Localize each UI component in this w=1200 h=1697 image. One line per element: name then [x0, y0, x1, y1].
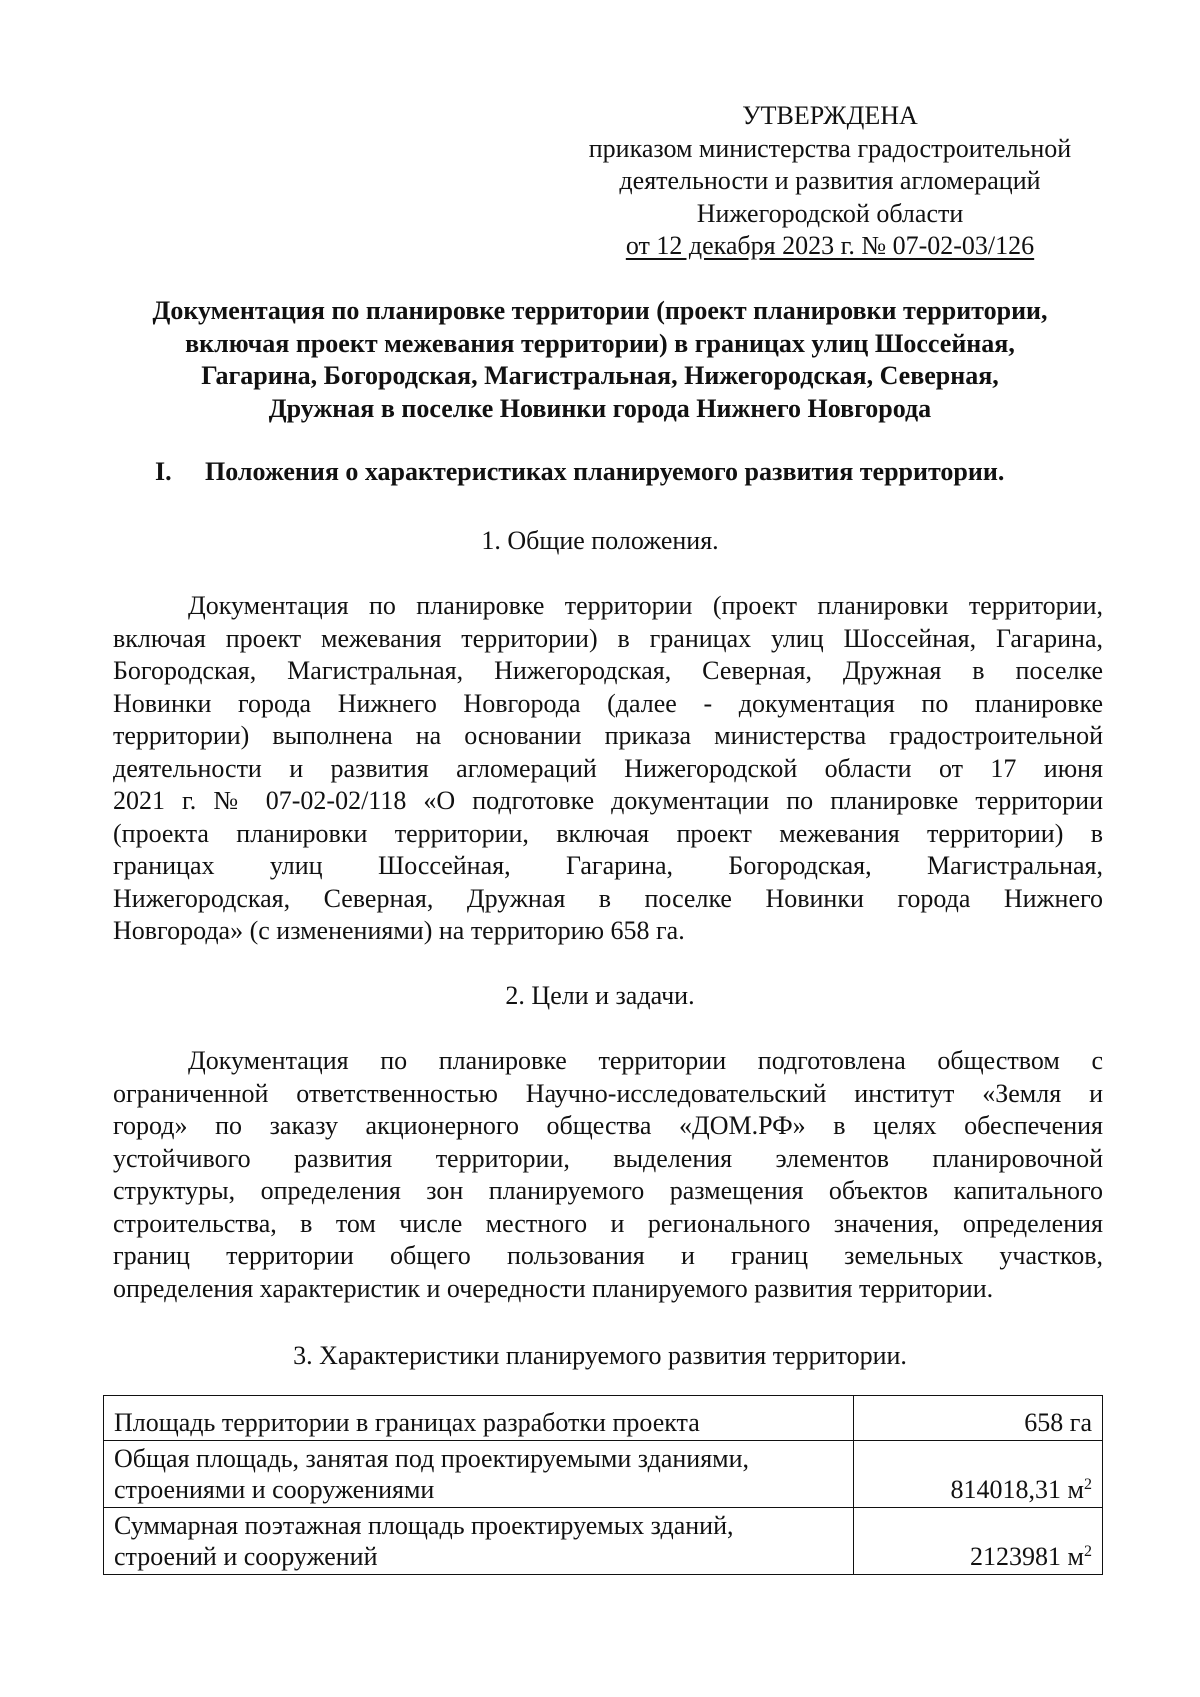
table-cell-value: 658 га — [853, 1396, 1102, 1441]
paragraph-line: Документация по планировке территории (проект планировки территории, — [188, 591, 1103, 620]
section-title: Положения о характеристиках планируемого развития территории. — [205, 457, 1005, 486]
paragraph-line: устойчивого развития территории, выделения элементов планировочной — [113, 1143, 1103, 1173]
table-cell-name: Площадь территории в границах разработки проекта — [104, 1396, 854, 1441]
title-line-4: Дружная в поселке Новинки города Нижнего Новгорода — [268, 393, 932, 423]
subsection-goals: 2. Цели и задачи. — [505, 981, 695, 1010]
paragraph-line: структуры, определения зон планируемого размещения объектов капитального — [113, 1176, 1103, 1205]
title-line-1: Документация по планировке территории (проект планировки территории, — [152, 296, 1048, 325]
approval-order-date-number: от 12 декабря 2023 г. № 07-02-03/126 — [625, 231, 1035, 260]
characteristics-table — [103, 1395, 1103, 1575]
table-row — [104, 1396, 1103, 1441]
approval-line-1: приказом министерства градостроительной — [588, 133, 1072, 163]
paragraph-line: границах улиц Шоссейная, Гагарина, Богородская, Магистральная, — [113, 851, 1103, 880]
table-row — [104, 1508, 1103, 1575]
paragraph-line: определения характеристик и очередности планируемого развития территории. — [113, 1273, 994, 1303]
table-cell-name: Суммарная поэтажная площадь проектируемых зданий, строений и сооружений — [104, 1508, 854, 1575]
paragraph-line: 2021 г. № 07-02-02/118 «О подготовке документации по планировке территории — [113, 786, 1103, 815]
approval-status: УТВЕРЖДЕНА — [742, 101, 918, 130]
paragraph-general — [113, 590, 1103, 948]
paragraph-line: город» по заказу акционерного общества «ДОМ.РФ» в целях обеспечения — [113, 1111, 1103, 1140]
paragraph-line: включая проект межевания территории) в границах улиц Шоссейная, Гагарина, — [113, 623, 1103, 653]
document-title — [100, 295, 1100, 425]
paragraph-line: Новгорода» (с изменениями) на территорию 658 га. — [113, 916, 685, 945]
approval-line-2: деятельности и развития агломераций — [619, 166, 1041, 195]
section-number: I. — [155, 457, 172, 486]
unit-superscript: 2 — [1084, 1476, 1092, 1493]
paragraph-line: строительства, в том числе местного и регионального значения, определения — [113, 1208, 1103, 1238]
paragraph-goals — [113, 1045, 1103, 1305]
subsection-general: 1. Общие положения. — [481, 526, 719, 555]
table-cell-value: 2123981 $м^2$ — [853, 1508, 1102, 1575]
title-line-3: Гагарина, Богородская, Магистральная, Нижегородская, Северная, — [201, 361, 999, 390]
title-line-2: включая проект межевания территории) в границах улиц Шоссейная, — [185, 328, 1015, 358]
paragraph-line: Новинки города Нижнего Новгорода (далее - документация по планировке — [113, 688, 1103, 718]
approval-stamp — [560, 100, 1100, 263]
paragraph-line: территории) выполнена на основании приказа министерства градостроительной — [113, 721, 1103, 750]
approval-line-3: Нижегородской области — [696, 198, 964, 228]
paragraph-line: деятельности и развития агломераций Нижегородской области от 17 июня — [113, 753, 1103, 783]
paragraph-line: Документация по планировке территории подготовлена обществом с — [188, 1046, 1103, 1075]
paragraph-line: (проекта планировки территории, включая проект межевания территории) в — [113, 818, 1103, 848]
table-row — [104, 1441, 1103, 1508]
table-cell-name: Общая площадь, занятая под проектируемыми зданиями, строениями и сооружениями — [104, 1441, 854, 1508]
unit-superscript: 2 — [1084, 1543, 1092, 1560]
paragraph-line: Богородская, Магистральная, Нижегородская, Северная, Дружная в поселке — [113, 656, 1103, 685]
paragraph-line: ограниченной ответственностью Научно-исследовательский институт «Земля и — [113, 1078, 1103, 1108]
paragraph-line: границ территории общего пользования и границ земельных участков, — [113, 1241, 1103, 1270]
subsection-characteristics: 3. Характеристики планируемого развития территории. — [293, 1341, 907, 1370]
table-cell-value: 814018,31 $м^2$ — [853, 1441, 1102, 1508]
paragraph-line: Нижегородская, Северная, Дружная в поселке Новинки города Нижнего — [113, 883, 1103, 913]
section-heading — [155, 456, 1115, 489]
